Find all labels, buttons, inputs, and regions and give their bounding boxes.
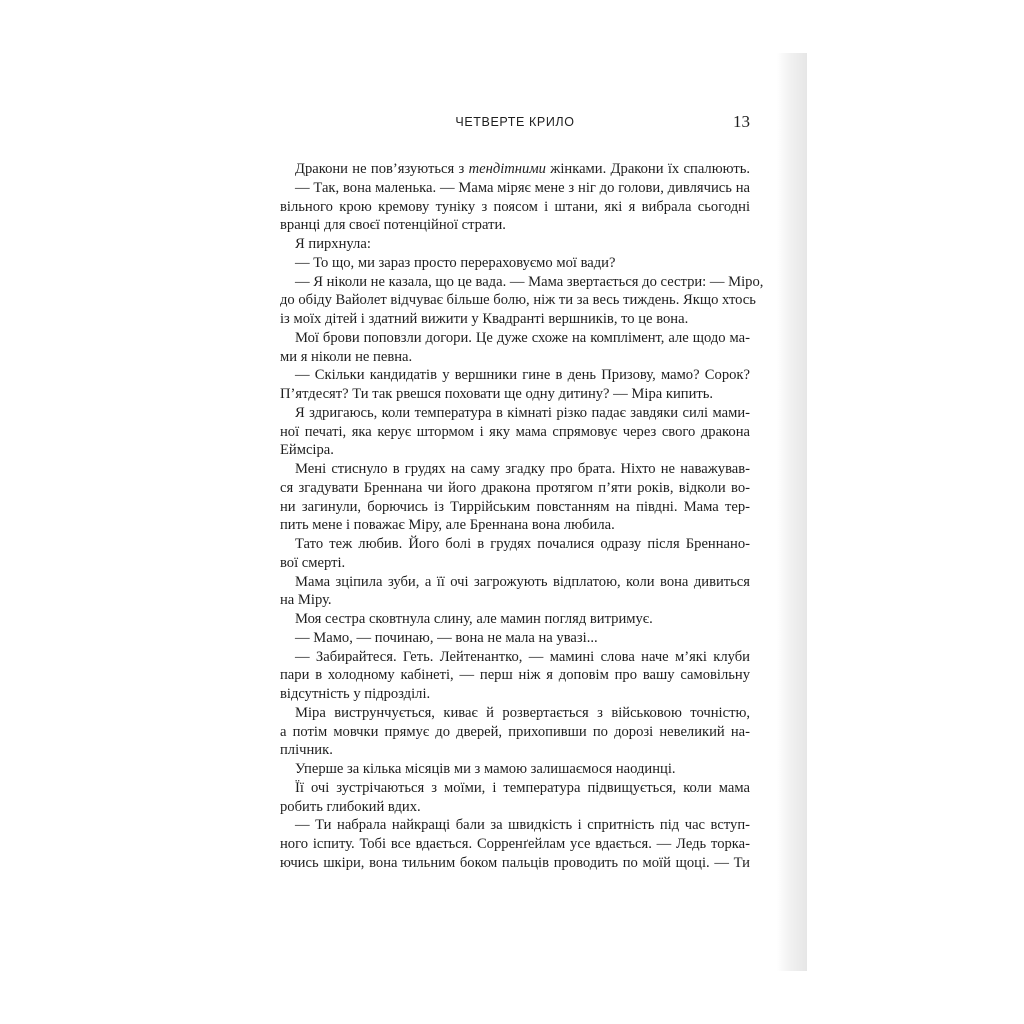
text-line: Мої брови поповзли догори. Це дуже схоже на комплімент, але щодо ма- <box>295 329 750 346</box>
text-line: ся згадувати Бреннана чи його дракона протягом п’яти років, відколи во- <box>280 479 750 496</box>
page-edge-shadow <box>777 53 807 971</box>
text-line: вільного крою кремову туніку з поясом і штани, які я вибрала сьогодні <box>280 198 750 215</box>
text-line: ної печаті, яка керує штормом і яку мама спрямовує через свого дракона <box>280 423 750 440</box>
running-header <box>280 112 750 136</box>
text-line: відсутність у підрозділі. <box>280 686 431 702</box>
text-line: Тато теж любив. Його болі в грудях почалися одразу після Бреннано- <box>295 536 750 552</box>
italic-word: тендітними <box>468 161 546 177</box>
text-run: Дракони не пов’язуються з <box>295 161 469 177</box>
text-line: плічник. <box>280 742 333 759</box>
text-line: Мені стиснуло в грудях на саму згадку про брата. Ніхто не наважував- <box>295 461 750 477</box>
text-line: вої смерті. <box>280 554 346 571</box>
body-text <box>280 160 764 873</box>
text-run: жінками. Дракони їх спалюють. <box>545 161 750 177</box>
text-line: Еймсіра. <box>280 442 334 459</box>
text-line: вранці для своєї потенційної страти. <box>280 217 506 234</box>
text-line: Міра виструнчується, киває й розвертається з військовою точністю, <box>295 704 750 721</box>
text-line: Я пирхнула: <box>295 236 371 252</box>
text-line: Її очі зустрічаються з моїми, і температура підвищується, коли мама <box>295 779 750 796</box>
text-line: пари в холодному кабінеті, — перш ніж я доповім про вашу самовільну <box>280 667 750 684</box>
text-line: — Мамо, — починаю, — вона не мала на увазі... <box>295 629 598 646</box>
text-line: Я здригаюсь, коли температура в кімнаті різко падає завдяки силі мами- <box>295 404 750 421</box>
text-line: ми я ніколи не певна. <box>280 348 413 365</box>
text-line: а потім мовчки прямує до дверей, прихопивши по дорозі невеликий на- <box>280 723 750 740</box>
running-title: ЧЕТВЕРТЕ КРИЛО <box>455 115 575 129</box>
text-line: робить глибокий вдих. <box>280 798 421 815</box>
text-line: ючись шкіри, вона тильним боком пальців проводить по моїй щоці. — Ти <box>280 854 750 871</box>
text-line: пить мене і поважає Міру, але Бреннана вона любила. <box>280 517 615 534</box>
text-line <box>280 160 750 179</box>
text-line: Уперше за кілька місяців ми з мамою залишаємося наодинці. <box>295 761 676 777</box>
text-line: ни загинули, борючись із Тиррійським повстанням на півдні. Мама тер- <box>280 498 750 515</box>
text-line: із моїх дітей і здатний вижити у Квадранті вершників, то це вона. <box>280 311 689 327</box>
text-line: — Ти набрала найкращі бали за швидкість і спритність під час вступ- <box>295 817 750 834</box>
page-number: 13 <box>733 112 750 131</box>
text-line: Моя сестра сковтнула слину, але мамин погляд витримує. <box>295 611 653 627</box>
text-line: — Я ніколи не казала, що це вада. — Мама звертається до сестри: — Міро, <box>295 273 764 290</box>
text-line: на Міру. <box>280 592 332 609</box>
text-line: — Забирайтеся. Геть. Лейтенантко, — мамині слова наче м’які клуби <box>295 648 750 665</box>
text-line: П’ятдесят? Ти так рвешся поховати ще одну дитину? — Міра кипить. <box>280 386 714 402</box>
text-line: — Скільки кандидатів у вершники гине в день Призову, мамо? Сорок? <box>295 367 750 384</box>
text-line: ного іспиту. Тобі все вдається. Сорренґейлам усе вдається. — Ледь торка- <box>280 836 750 852</box>
text-line: Мама зціпила зуби, а її очі загрожують відплатою, коли вона дивиться <box>295 573 750 590</box>
text-line: — То що, ми зараз просто перераховуємо мої вади? <box>295 254 616 271</box>
text-line: до обіду Вайолет відчуває більше болю, ніж ти за весь тиждень. Якщо хтось <box>280 292 756 309</box>
text-line: — Так, вона маленька. — Мама міряє мене з ніг до голови, дивлячись на <box>295 179 750 196</box>
